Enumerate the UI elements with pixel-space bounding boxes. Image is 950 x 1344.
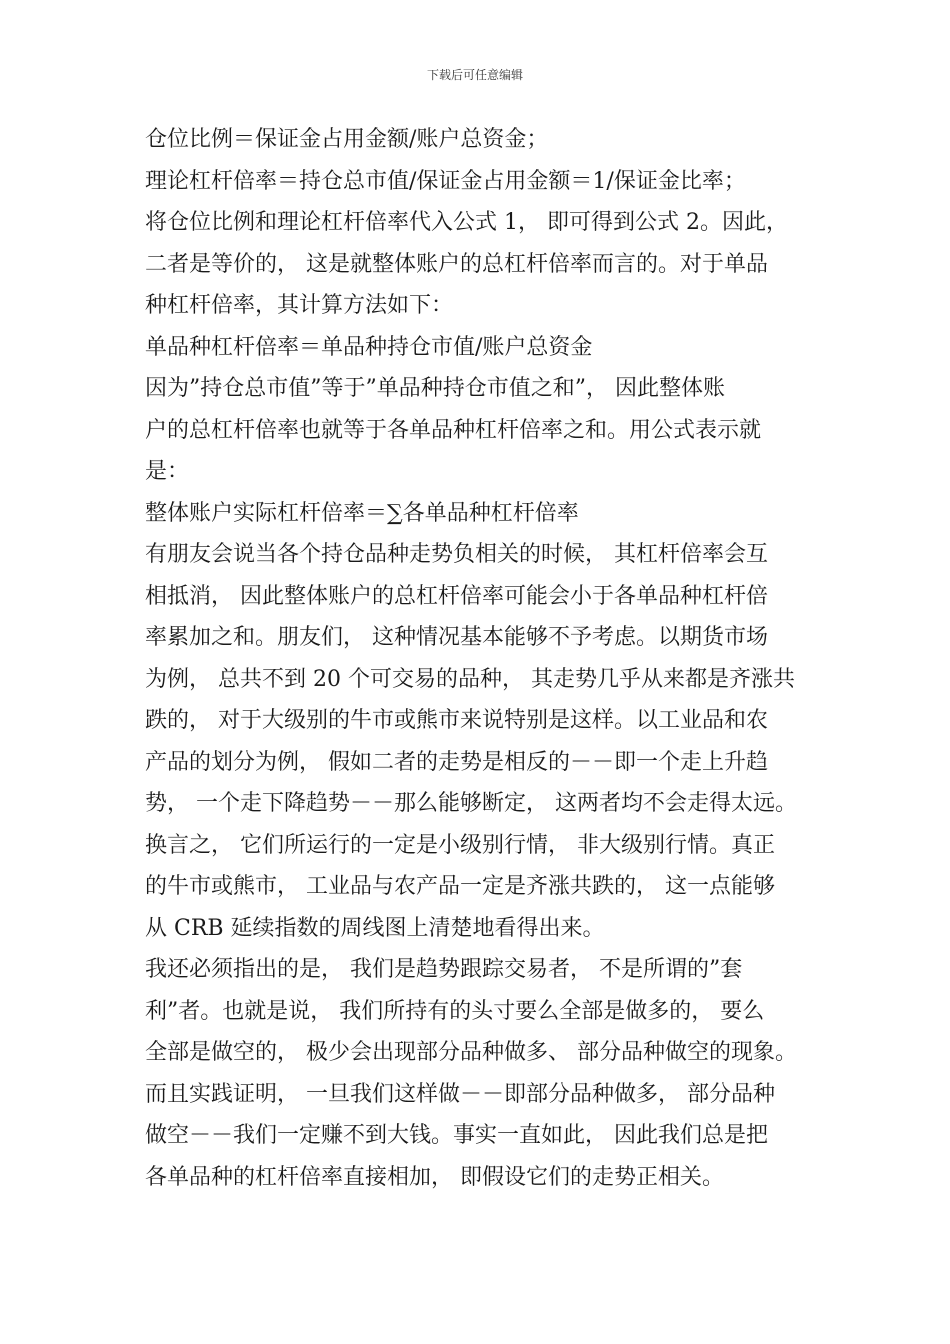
text-line: 户的总杠杆倍率也就等于各单品种杠杆倍率之和。用公式表示就 xyxy=(145,417,762,443)
text-line: 二者是等价的， 这是就整体账户的总杠杆倍率而言的。对于单品 xyxy=(145,251,768,277)
text-line: 率累加之和。朋友们， 这种情况基本能够不予考虑。以期货市场 xyxy=(145,625,768,650)
text-line: 仓位比例＝保证金占用金额/账户总资金； xyxy=(145,127,549,152)
text-line: 有朋友会说当各个持仓品种走势负相关的时候， 其杠杆倍率会互 xyxy=(145,542,768,567)
text-line: 产品的划分为例， 假如二者的走势是相反的－－即一个走上升趋 xyxy=(145,749,768,775)
text-line: 理论杠杆倍率＝持仓总市值/保证金占用金额＝1/保证金比率； xyxy=(145,168,746,194)
text-line: 换言之， 它们所运行的一定是小级别行情， 非大级别行情。真正 xyxy=(145,832,775,858)
text-line: 为例， 总共不到 20 个可交易的品种， 其走势几乎从来都是齐涨共 xyxy=(145,666,795,692)
text-line: 各单品种的杠杆倍率直接相加， 即假设它们的走势正相关。 xyxy=(145,1164,724,1190)
text-line: 而且实践证明， 一旦我们这样做－－即部分品种做多， 部分品种 xyxy=(145,1081,775,1107)
text-line: 将仓位比例和理论杠杆倍率代入公式 1， 即可得到公式 2。因此， xyxy=(145,210,788,235)
text-line: 做空－－我们一定赚不到大钱。事实一直如此， 因此我们总是把 xyxy=(145,1123,768,1148)
text-line: 我还必须指出的是， 我们是趋势跟踪交易者， 不是所谓的”套 xyxy=(145,957,743,982)
text-line: 从 CRB 延续指数的周线图上清楚地看得出来。 xyxy=(145,915,605,941)
text-line: 全部是做空的， 极少会出现部分品种做多、 部分品种做空的现象。 xyxy=(145,1040,797,1065)
text-line: 种杠杆倍率，其计算方法如下： xyxy=(145,293,454,318)
text-line: 利”者。也就是说， 我们所持有的头寸要么全部是做多的， 要么 xyxy=(145,998,765,1024)
text-line: 势， 一个走下降趋势－－那么能够断定， 这两者均不会走得太远。 xyxy=(145,791,797,816)
document-body xyxy=(145,119,825,1198)
page-header: 下载后可任意编辑 xyxy=(426,68,523,82)
text-line: 因为”持仓总市值”等于”单品种持仓市值之和”， 因此整体账 xyxy=(145,376,725,401)
text-line: 相抵消， 因此整体账户的总杠杆倍率可能会小于各单品种杠杆倍 xyxy=(145,583,768,609)
text-line: 跌的， 对于大级别的牛市或熊市来说特别是这样。以工业品和农 xyxy=(145,708,768,733)
text-line: 单品种杠杆倍率＝单品种持仓市值/账户总资金 xyxy=(145,334,593,360)
text-line: 整体账户实际杠杆倍率＝∑各单品种杠杆倍率 xyxy=(145,500,579,526)
text-line: 是： xyxy=(145,459,190,484)
text-line: 的牛市或熊市， 工业品与农产品一定是齐涨共跌的， 这一点能够 xyxy=(145,874,775,899)
